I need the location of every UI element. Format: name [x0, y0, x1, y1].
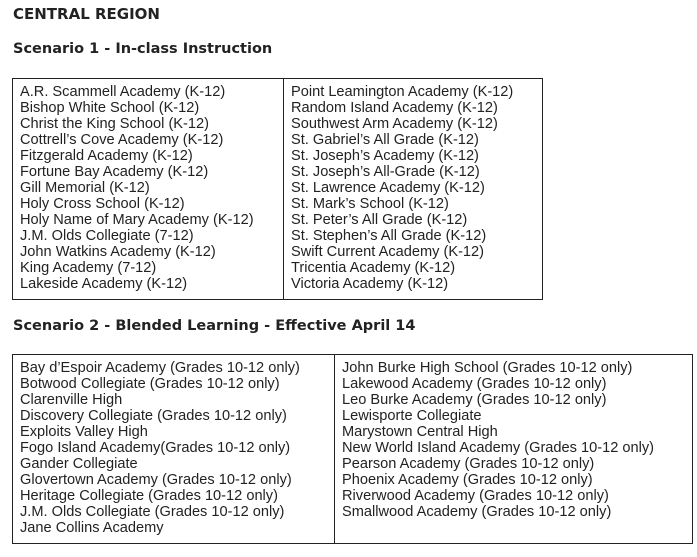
school-name: Smallwood Academy (Grades 10-12 only) [342, 504, 612, 520]
school-name: Holy Cross School (K-12) [20, 196, 185, 212]
school-name: Southwest Arm Academy (K-12) [291, 116, 498, 132]
region-title: CENTRAL REGION [13, 5, 160, 23]
school-name: Gill Memorial (K-12) [20, 180, 150, 196]
school-name: St. Joseph’s All-Grade (K-12) [291, 164, 480, 180]
school-name: Riverwood Academy (Grades 10-12 only) [342, 488, 609, 504]
school-name: St. Lawrence Academy (K-12) [291, 180, 485, 196]
school-name: St. Joseph’s Academy (K-12) [291, 148, 479, 164]
school-name: Victoria Academy (K-12) [291, 276, 449, 292]
school-name: St. Gabriel’s All Grade (K-12) [291, 132, 479, 148]
school-name: Glovertown Academy (Grades 10-12 only) [20, 472, 292, 488]
school-name: Tricentia Academy (K-12) [291, 260, 456, 276]
scenario2-left-column [13, 355, 335, 544]
school-name: Christ the King School (K-12) [20, 116, 209, 132]
school-name: Fogo Island Academy(Grades 10-12 only) [20, 440, 291, 456]
school-name: John Burke High School (Grades 10-12 only) [342, 360, 633, 376]
school-name: Heritage Collegiate (Grades 10-12 only) [20, 488, 278, 504]
school-name: J.M. Olds Collegiate (7-12) [20, 228, 194, 244]
scenario1-left-column [13, 79, 284, 300]
school-name: Fortune Bay Academy (K-12) [20, 164, 209, 180]
school-name: John Watkins Academy (K-12) [20, 244, 216, 260]
school-name: Marystown Central High [342, 424, 498, 440]
school-name: Holy Name of Mary Academy (K-12) [20, 212, 254, 228]
school-name: Pearson Academy (Grades 10-12 only) [342, 456, 595, 472]
school-name: Cottrell’s Cove Academy (K-12) [20, 132, 224, 148]
scenario2-title: Scenario 2 - Blended Learning - Effective April 14 [13, 318, 416, 334]
school-name: King Academy (7-12) [20, 260, 157, 276]
school-name: Lakewood Academy (Grades 10-12 only) [342, 376, 607, 392]
school-name: Swift Current Academy (K-12) [291, 244, 485, 260]
school-name: Botwood Collegiate (Grades 10-12 only) [20, 376, 280, 392]
scenario1-title: Scenario 1 - In-class Instruction [13, 41, 273, 57]
school-name: Point Leamington Academy (K-12) [291, 84, 514, 100]
school-name: Phoenix Academy (Grades 10-12 only) [342, 472, 593, 488]
school-name: Lewisporte Collegiate [342, 408, 482, 424]
school-name: Gander Collegiate [20, 456, 138, 472]
scenario2-table [12, 354, 693, 544]
school-name: Fitzgerald Academy (K-12) [20, 148, 193, 164]
school-name: St. Peter’s All Grade (K-12) [291, 212, 468, 228]
school-name: Discovery Collegiate (Grades 10-12 only) [20, 408, 287, 424]
school-name: Lakeside Academy (K-12) [20, 276, 188, 292]
scenario1-right-column [284, 79, 543, 300]
school-name: Leo Burke Academy (Grades 10-12 only) [342, 392, 607, 408]
school-name: Clarenville High [20, 392, 123, 408]
school-name: St. Mark’s School (K-12) [291, 196, 449, 212]
school-name: J.M. Olds Collegiate (Grades 10-12 only) [20, 504, 285, 520]
school-name: Jane Collins Academy [20, 520, 164, 536]
school-name: Random Island Academy (K-12) [291, 100, 498, 116]
school-name: A.R. Scammell Academy (K-12) [20, 84, 226, 100]
scenario2-right-column [335, 355, 693, 544]
school-name: Bay d’Espoir Academy (Grades 10-12 only) [20, 360, 300, 376]
school-name: Bishop White School (K-12) [20, 100, 200, 116]
school-name: New World Island Academy (Grades 10-12 only) [342, 440, 655, 456]
scenario1-table [12, 78, 543, 300]
school-name: Exploits Valley High [20, 424, 148, 440]
school-name: St. Stephen’s All Grade (K-12) [291, 228, 487, 244]
